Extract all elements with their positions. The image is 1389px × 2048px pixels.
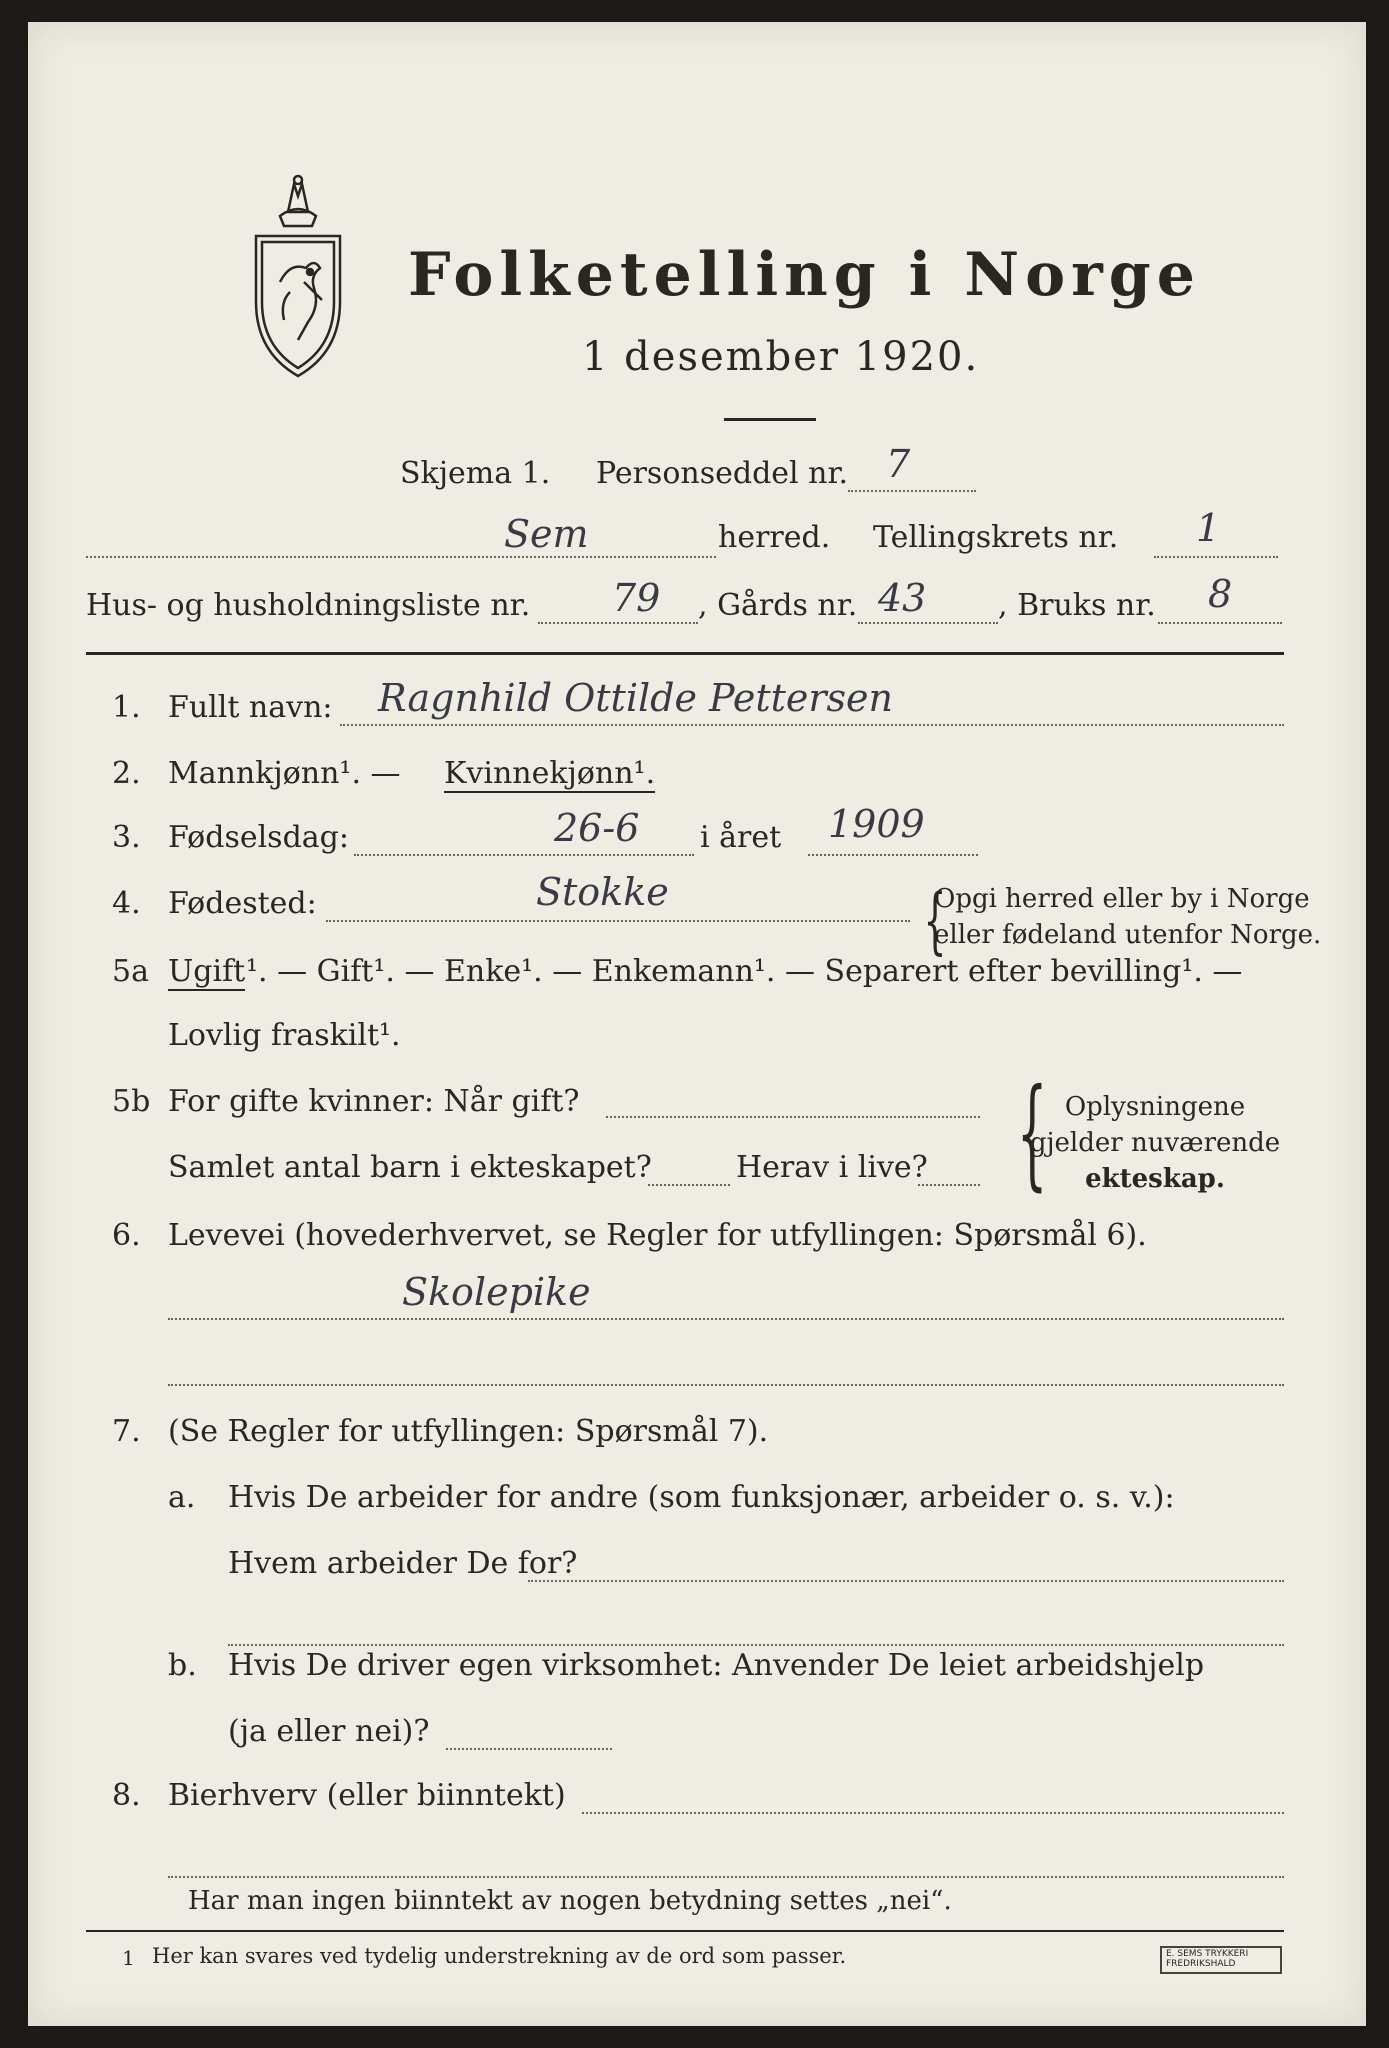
q4-note-1: Opgi herred eller by i Norge <box>934 884 1310 914</box>
footer-divider <box>86 1930 1284 1932</box>
gards-value[interactable]: 43 <box>878 576 927 620</box>
q5b-married-field-line <box>606 1116 980 1118</box>
q7a-letter: a. <box>168 1480 196 1515</box>
bruks-label: , Bruks nr. <box>998 588 1156 623</box>
footnote-mark: 1 <box>122 1946 135 1970</box>
tellingskrets-value[interactable]: 1 <box>1196 506 1221 550</box>
husholdningsliste-label: Hus- og husholdningsliste nr. <box>86 588 531 623</box>
q5b-note-1: Oplysningene <box>1064 1092 1246 1122</box>
q3-year-field-line <box>808 854 978 856</box>
herred-field-line <box>86 556 716 558</box>
q5b-brace: { <box>1016 1064 1048 1203</box>
q7a-line-2: Hvem arbeider De for? <box>228 1546 578 1581</box>
personseddel-field-line <box>848 490 976 492</box>
form-title: Folketelling i Norge <box>408 240 1201 310</box>
gards-label: , Gårds nr. <box>698 588 858 623</box>
norway-coat-of-arms-icon <box>250 172 346 382</box>
q5a-ugift-underlined[interactable]: Ugift <box>168 954 246 989</box>
printer-stamp: E. SEMS TRYKKERI FREDRIKSHALD <box>1160 1946 1282 1974</box>
q7b-letter: b. <box>168 1648 197 1683</box>
q3-number: 3. <box>112 820 141 855</box>
personseddel-label: Personseddel nr. <box>596 456 849 491</box>
q7a-field-line-1 <box>528 1580 1284 1582</box>
q5b-note-3: ekteskap. <box>1085 1164 1225 1194</box>
q7-label: (Se Regler for utfyllingen: Spørsmål 7). <box>168 1414 769 1449</box>
q2-mannkjonn[interactable]: Mannkjønn¹. — <box>168 756 401 791</box>
q5b-line-1: For gifte kvinner: Når gift? <box>168 1084 580 1119</box>
q6-number: 6. <box>112 1218 141 1253</box>
q7b-line-2: (ja eller nei)? <box>228 1714 430 1749</box>
title-divider <box>724 418 816 421</box>
occupation-value[interactable]: Skolepike <box>402 1270 591 1314</box>
header-divider <box>86 652 1284 655</box>
census-form-page <box>28 22 1366 2026</box>
q4-note-2: eller fødeland utenfor Norge. <box>934 920 1322 950</box>
q4-brace: { <box>923 878 947 962</box>
q4-number: 4. <box>112 886 141 921</box>
tellingskrets-field-line <box>1154 556 1278 558</box>
q5b-alive-field-line <box>918 1184 980 1186</box>
gards-field-line <box>858 622 998 624</box>
herred-value[interactable]: Sem <box>504 512 589 556</box>
q8-field-line-2 <box>168 1876 1284 1878</box>
q7b-line-1: Hvis De driver egen virksomhet: Anvender De leiet arbeidshjelp <box>228 1648 1205 1683</box>
q5b-alive-label: Herav i live? <box>736 1150 928 1185</box>
q5a-options[interactable]: ¹. — Gift¹. — Enke¹. — Enkemann¹. — Separert efter bevilling¹. — <box>246 954 1243 989</box>
q1-field-line <box>340 724 1284 726</box>
birthplace-value[interactable]: Stokke <box>536 870 669 914</box>
birthdate-value[interactable]: 26-6 <box>554 806 640 850</box>
census-date: 1 desember 1920. <box>582 334 980 380</box>
q6-label: Levevei (hovederhvervet, se Regler for utfyllingen: Spørsmål 6). <box>168 1218 1147 1253</box>
q2-kvinnekjonn-underlined[interactable]: Kvinnekjønn¹. <box>444 756 656 791</box>
q7b-field-line <box>446 1748 612 1750</box>
birth-year-value[interactable]: 1909 <box>828 802 925 846</box>
q3-field-line <box>354 854 694 856</box>
q5b-children-label: Samlet antal barn i ekteskapet? <box>168 1150 652 1185</box>
q3-year-label: i året <box>700 820 782 855</box>
biinntekt-note: Har man ingen biinntekt av nogen betydning settes „nei“. <box>188 1886 952 1916</box>
q5b-number: 5b <box>112 1084 151 1119</box>
q1-number: 1. <box>112 690 141 725</box>
q4-field-line <box>326 920 910 922</box>
tellingskrets-label: Tellingskrets nr. <box>873 520 1119 555</box>
q8-label: Bierhverv (eller biinntekt) <box>168 1778 566 1813</box>
q7a-field-line-2 <box>228 1644 1284 1646</box>
q2-number: 2. <box>112 756 141 791</box>
skjema-label: Skjema 1. <box>400 456 551 491</box>
q7-number: 7. <box>112 1414 141 1449</box>
bruks-field-line <box>1158 622 1282 624</box>
q5a-lovlig-fraskilt[interactable]: Lovlig fraskilt¹. <box>168 1018 401 1053</box>
q8-field-line-1 <box>582 1812 1284 1814</box>
q1-label: Fullt navn: <box>168 690 333 725</box>
full-name-value[interactable]: Ragnhild Ottilde Pettersen <box>378 676 894 720</box>
q4-label: Fødested: <box>168 886 317 921</box>
q3-label: Fødselsdag: <box>168 820 349 855</box>
personseddel-value[interactable]: 7 <box>886 442 911 486</box>
husholdningsliste-field-line <box>538 622 698 624</box>
q5b-note-2: gjelder nuværende <box>1029 1128 1281 1158</box>
husholdningsliste-value[interactable]: 79 <box>612 576 661 620</box>
q5a-number: 5a <box>112 954 149 989</box>
q6-field-line-2 <box>168 1384 1284 1386</box>
bruks-value[interactable]: 8 <box>1208 572 1233 616</box>
q6-field-line-1 <box>168 1318 1284 1320</box>
q8-number: 8. <box>112 1778 141 1813</box>
herred-label: herred. <box>718 520 831 555</box>
footnote-text: Her kan svares ved tydelig understrekning av de ord som passer. <box>152 1944 847 1968</box>
q5b-children-field-line <box>648 1184 730 1186</box>
q7a-line-1: Hvis De arbeider for andre (som funksjonær, arbeider o. s. v.): <box>228 1480 1175 1515</box>
